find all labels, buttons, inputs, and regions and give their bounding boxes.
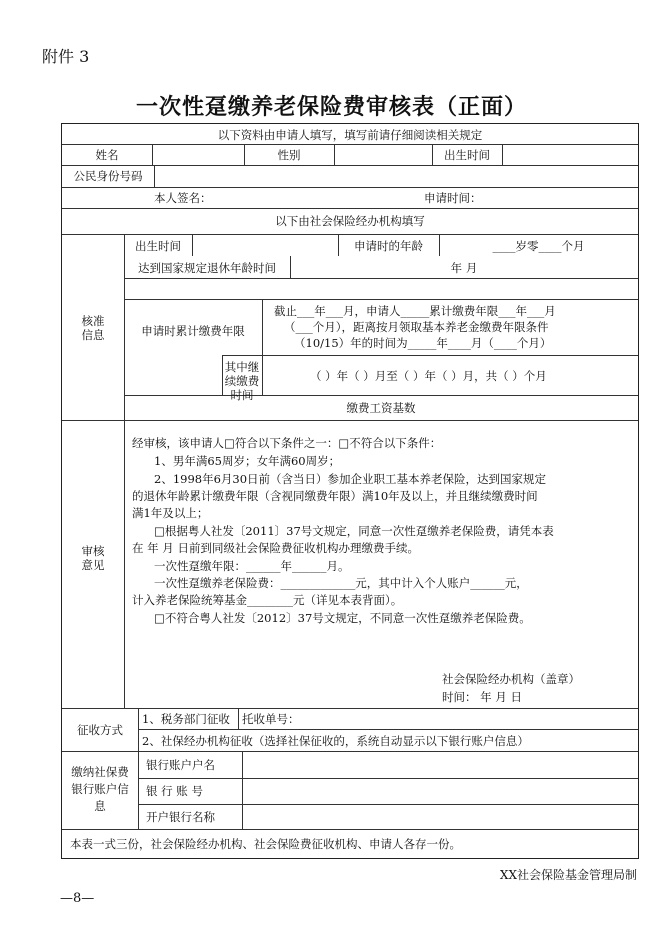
opinion-line: □根据粤人社发〔2011〕37号文规定，同意一次性趸缴养老保险费，请凭本表 (154, 524, 554, 538)
opinion-line: □不符合粤人社发〔2012〕37号文规定，不同意一次性趸缴养老保险费。 (154, 611, 531, 625)
issuer-label: XX社会保险基金管理局制 (499, 868, 637, 882)
collection-option-tax: 1、税务部门征收 (142, 712, 230, 726)
page-number: —8— (60, 891, 95, 906)
age-label: 申请时的年龄 (354, 239, 423, 253)
verify-info-label: 核准信息 (81, 314, 105, 342)
collection-method-label: 征收方式 (77, 723, 123, 737)
collection-option-agency: 2、社保经办机构征收（选择社保征收的，系统自动显示以下银行账户信息） (142, 734, 529, 748)
wage-base-label: 缴费工资基数 (346, 401, 416, 415)
bank-branch-label: 开户银行名称 (146, 810, 215, 824)
birth-date-label: 出生时间 (444, 148, 490, 162)
opinion-line: 2、1998年6月30日前（含当日）参加企业职工基本养老保险，达到国家规定 (154, 472, 547, 486)
copies-note: 本表一式三份，社会保险经办机构、社会保险费征收机构、申请人各存一份。 (70, 837, 461, 851)
opinion-line: 的退休年龄累计缴费年限（含视同缴费年限）满10年及以上，并且继续缴费时间 (132, 489, 538, 503)
opinion-line: 满1年及以上； (132, 506, 209, 520)
apply-time-label: 申请时间： (424, 191, 482, 205)
age-value: ____岁零____个月 (492, 239, 585, 253)
opinion-line: 计入养老保险统筹基金________元（详见本表背面）。 (132, 593, 403, 607)
applicant-section-header: 以下资料由申请人填写，填写前请仔细阅读相关规定 (217, 128, 483, 142)
bank-account-name-label: 银行账户户名 (146, 758, 215, 772)
cumulative-line-2: （___个月），距离按月领取基本养老金缴费年限条件 (284, 320, 549, 334)
signature-label: 本人签名： (154, 191, 212, 205)
opinion-line: 一次性趸缴年限：______年______月。 (154, 559, 350, 573)
name-label: 姓名 (95, 148, 119, 162)
seal-date: 时间： 年 月 日 (442, 690, 522, 704)
opinion-line: 在 年 月 日前到同级社会保险费征收机构办理缴费手续。 (132, 541, 419, 555)
gender-label: 性别 (277, 148, 301, 162)
continued-time-label: 其中继续缴费时间 (224, 360, 260, 402)
id-number-label: 公民身份号码 (73, 169, 143, 183)
seal-label: 社会保险经办机构（盖章） (442, 672, 580, 686)
audit-form-table (61, 123, 639, 859)
retire-age-label: 达到国家规定退休年龄时间 (138, 261, 276, 275)
birth-time-label: 出生时间 (135, 239, 181, 253)
opinion-line: 经审核，该申请人□符合以下条件之一：□不符合以下条件： (132, 436, 442, 450)
cumulative-years-label: 申请时累计缴费年限 (141, 324, 245, 338)
opinion-line: 1、男年满65周岁；女年满60周岁； (154, 454, 341, 468)
bank-account-number-label: 银 行 账 号 (146, 784, 203, 798)
agency-section-header: 以下由社会保险经办机构填写 (275, 214, 425, 228)
cumulative-line-3: （10/15）年的时间为_____年____月（____个月） (294, 336, 552, 350)
opinion-label: 审核意见 (81, 544, 105, 572)
opinion-line: 一次性趸缴养老保险费：_____________元，其中计入个人账户______元， (154, 576, 528, 590)
bank-info-label: 缴纳社保费银行账户信息 (71, 765, 129, 813)
attachment-label: 附件 3 (42, 47, 90, 66)
retire-age-value: 年 月 (450, 261, 478, 275)
receipt-number-label: 托收单号： (242, 712, 300, 726)
continued-time-value: （ ）年（ ）月至（ ）年（ ）月，共（ ）个月 (310, 369, 547, 383)
form-title: 一次性趸缴养老保险费审核表（正面） (135, 94, 527, 120)
cumulative-line-1: 截止___年___月，申请人_____累计缴费年限___年___月 (274, 304, 556, 318)
